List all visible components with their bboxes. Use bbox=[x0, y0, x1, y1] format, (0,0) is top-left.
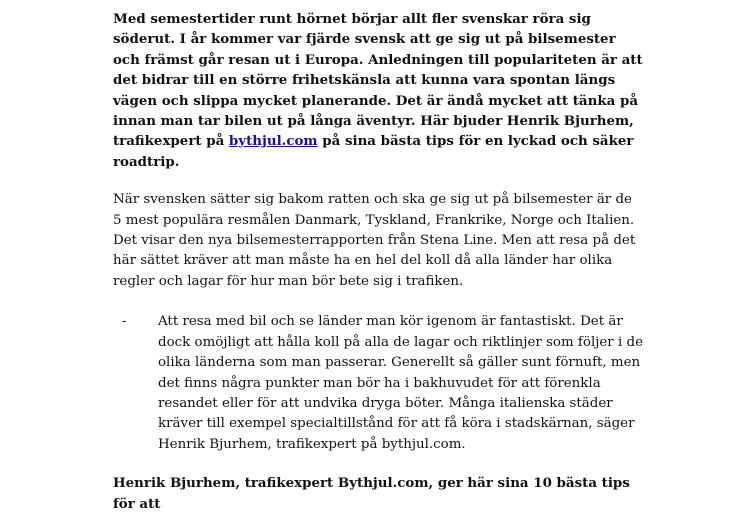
document-page bbox=[113, 9, 643, 514]
closing-heading: Henrik Bjurhem, trafikexpert Bythjul.com, ger här sina 10 bästa tips för att bbox=[113, 475, 630, 512]
list-bullet: - bbox=[122, 314, 127, 330]
bythjul-link[interactable]: bythjul.com bbox=[228, 133, 318, 150]
quote-list bbox=[113, 312, 643, 455]
lead-text-after-link: på sina bästa tips för en lyckad och säker roadtrip. bbox=[113, 133, 634, 170]
list-item bbox=[113, 312, 643, 455]
lead-paragraph bbox=[113, 9, 643, 172]
list-item-text: Att resa med bil och se länder man kör igenom är fantastiskt. Det är dock omöjligt att hålla koll på alla de lagar och riktlinjer som följer i de olika länderna som man passerar. Generellt så gäller sunt förnuft, men det finns några punkter man bör ha i bakhuvudet för att förenkla resandet eller för att undvika dryga böter. Många italienska städer kräver till exempel specialtillstånd för att få köra i stadskärnan, säger Henrik Bjurhem, trafikexpert på bythjul.com. bbox=[158, 314, 643, 452]
lead-text-before-link: Med semestertider runt hörnet börjar allt fler svenskar röra sig söderut. I år kommer var fjärde svensk att ge sig ut på bilsemester och främst går resan ut i Europa. Anledningen till populariteten är att det bidrar till en större frihetskänsla att kunna vara spontan längs vägen och slippa mycket planerande. Det är ändå mycket att tänka på innan man tar bilen ut på långa äventyr. Här bjuder Henrik Bjurhem, trafikexpert på bbox=[113, 11, 643, 150]
body-paragraph: När svensken sätter sig bakom ratten och ska ge sig ut på bilsemester är de 5 mest populära resmålen Danmark, Tyskland, Frankrike, Norge och Italien. Det visar den nya bilsemesterrapporten från Stena Line. Men att resa på det här sättet kräver att man måste ha en hel del koll då alla länder har olika regler och lagar för hur man bör bete sig i trafiken. bbox=[113, 192, 636, 289]
